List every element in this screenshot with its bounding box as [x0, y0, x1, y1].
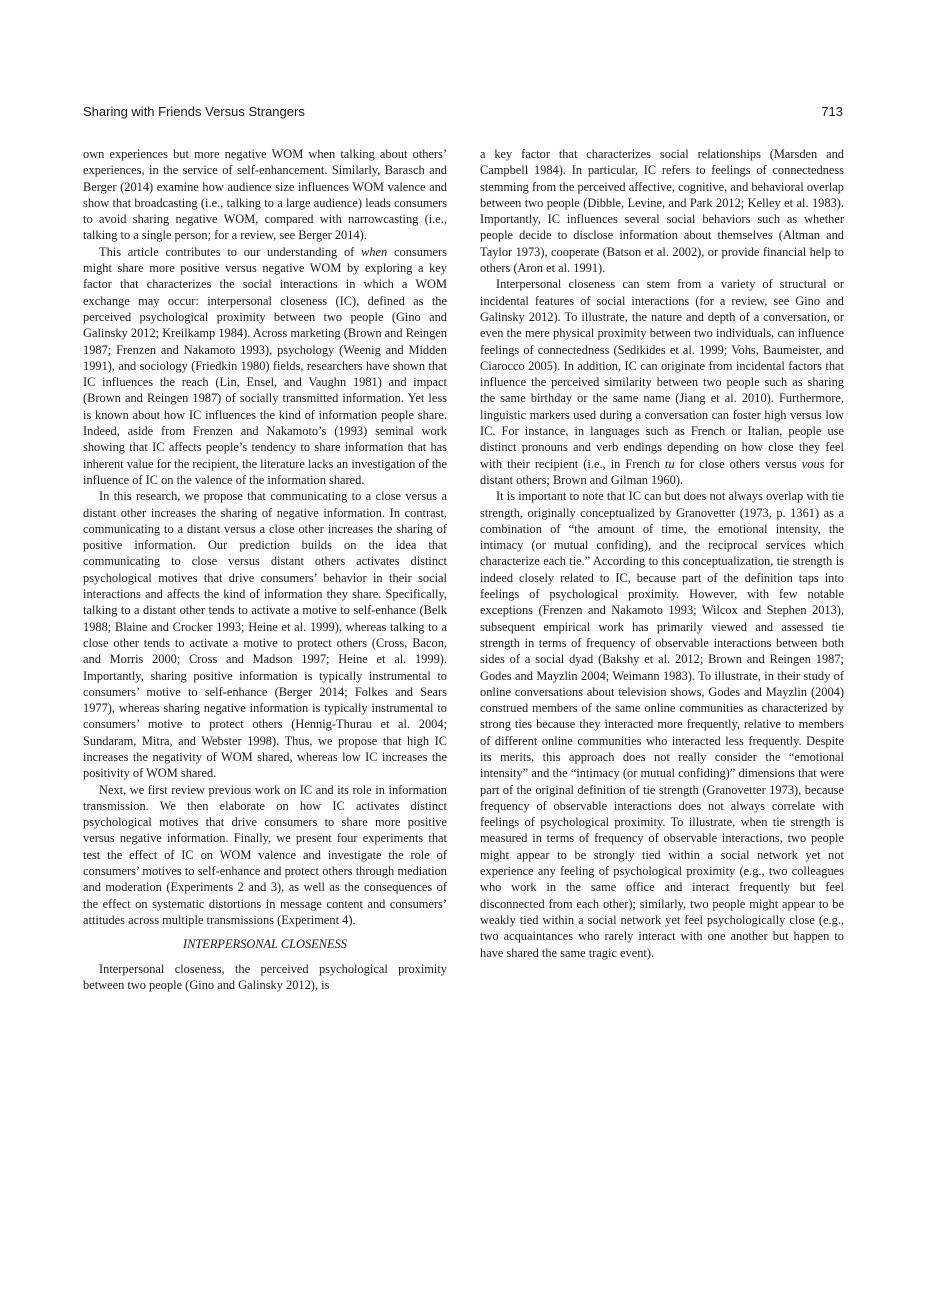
section-heading: INTERPERSONAL CLOSENESS	[183, 937, 347, 952]
paragraph: own experiences but more negative WOM when talking about others’ experiences, in the service of self-enhancement. Similarly, Barasch and Berger (2014) examine how audience size influences WOM valence and show that broadcasting (i.e., talking to a large audience) leads consumers to avoid sharing negative WOM, compared with narrowcasting (i.e., talking to a single person; for a review, see Berger 2014).	[83, 147, 447, 243]
paragraph	[83, 244, 447, 488]
text-run: This article contributes to our understanding of	[99, 244, 362, 259]
text-run: for close others versus	[674, 456, 802, 471]
emphasis: when	[361, 244, 388, 259]
paragraph: It is important to note that IC can but does not always overlap with tie strength, originally conceptualized by Granovetter (1973, p. 1361) as a combination of “the amount of time, the emotional intensity, the intimacy (or mutual confiding), and the reciprocal services which characterize each tie.” According to this conceptualization, tie strength is indeed closely related to IC, because part of the definition taps into feelings of psychological proximity. However, with few notable exceptions (Frenzen and Nakamoto 1993; Wilcox and Stephen 2013), subsequent empirical work has primarily viewed and assessed tie strength in terms of frequency of observable interactions between both sides of a social dyad (Bakshy et al. 2012; Brown and Reingen 1987; Godes and Mayzlin 2004; Weimann 1983). To illustrate, in their study of online conversations about television shows, Godes and Mayzlin (2004) construed members of the same online communities as characterized by strong ties because they interacted more frequently, relative to members of different online communities who interacted less frequently. Despite its merits, this approach does not really consider the “emotional intensity” and the “intimacy (or mutual confiding)” dimensions that were part of the original definition of tie strength (Granovetter 1973), because frequency of observable interactions does not always correlate with feelings of psychological proximity. To illustrate, when tie strength is measured in terms of frequency of observable interactions, two people might appear to be strongly tied within a social network yet not experience any feeling of psychological proximity (e.g., two colleagues who work in the same office and interact frequently but feel disconnected from each other); similarly, two people might appear to be weakly tied within a social network yet feel psychologically close (e.g., two acquaintances who rarely interact with one another but happen to have shared the same tragic event).	[480, 489, 844, 960]
paragraph: In this research, we propose that communicating to a close versus a distant other increases the sharing of negative information. In contrast, communicating to a distant versus a close other increases the sharing of positive information. Our prediction builds on the idea that communicating to close versus distant others activates distinct psychological motives that drive consumers’ behavior in their social interactions and affects the kind of information they share. Specifically, talking to a distant other tends to activate a motive to self-enhance (Belk 1988; Blaine and Crocker 1993; Heine et al. 1999), whereas talking to a close other tends to activate a motive to protect others (Cross, Bacon, and Morris 2000; Cross and Madson 1997; Heine et al. 1999). Importantly, sharing positive information is typically instrumental to consumers’ motive to self-enhance (Berger 2014; Folkes and Sears 1977), whereas sharing negative information is typically instrumental to consumers’ motive to protect others (Hennig-Thurau et al. 2004; Sundaram, Mitra, and Webster 1998). Thus, we propose that high IC increases the negativity of WOM shared, whereas low IC increases the positivity of WOM shared.	[83, 489, 447, 781]
emphasis: tu	[664, 456, 675, 471]
left-column	[83, 146, 447, 993]
paragraph: Next, we first review previous work on IC and its role in information transmission. We then elaborate on how IC activates distinct psychological motives that drive consumers to share more positive versus negative information. Finally, we present four experiments that test the effect of IC on WOM valence and investigate the role of consumers’ motives to self-enhance and protect others through mediation and moderation (Experiments 2 and 3), as well as the consequences of the effect on systematic distortions in message content and consumers’ attitudes across multiple transmissions (Experiment 4).	[83, 782, 447, 927]
paragraph	[480, 276, 844, 488]
text-run: for distant others; Brown and Gilman 1960).	[480, 456, 844, 487]
emphasis: vous	[801, 456, 825, 471]
page-number: 713	[821, 104, 843, 119]
paragraph: Interpersonal closeness, the perceived psychological proximity between two people (Gino and Galinsky 2012), is	[83, 961, 447, 992]
running-title: Sharing with Friends Versus Strangers	[83, 104, 305, 119]
text-run: Interpersonal closeness can stem from a variety of structural or incidental features of social interactions (for a review, see Gino and Galinsky 2012). To illustrate, the nature and depth of a conversation, or even the mere physical proximity between two individuals, can influence feelings of connectedness (Sedikides et al. 1999; Vohs, Baumeister, and Ciarocco 2005). In addition, IC can originate from incidental factors that influence the perceived similarity between two people such as sharing the same birthday or the same name (Jiang et al. 2010). Furthermore, linguistic markers used during a conversation can foster high versus low IC. For instance, in languages such as French or Italian, people use distinct pronouns and verb endings depending on how close they feel with their recipient (i.e., in French	[480, 277, 844, 471]
right-column	[480, 146, 844, 961]
paragraph: a key factor that characterizes social relationships (Marsden and Campbell 1984). In particular, IC refers to feelings of connectedness stemming from the perceived affective, cognitive, and behavioral overlap between two people (Dibble, Levine, and Park 2012; Kelley et al. 1983). Importantly, IC influences several social behaviors such as whether people decide to disclose information about themselves (Altman and Taylor 1973), cooperate (Batson et al. 2002), or provide financial help to others (Aron et al. 1991).	[480, 147, 844, 276]
text-run: consumers might share more positive versus negative WOM by exploring a key factor that characterizes the social interactions in which a WOM exchange may occur: interpersonal closeness (IC), defined as the perceived psychological proximity between two people (Gino and Galinsky 2012; Kreilkamp 1984). Across marketing (Brown and Reingen 1987; Frenzen and Nakamoto 1993), psychology (Weenig and Midden 1991), and sociology (Friedkin 1980) fields, researchers have shown that IC influences the reach (Lin, Ensel, and Vaughn 1981) and impact (Brown and Reingen 1987) of socially transmitted information. Yet less is known about how IC influences the kind of information people share. Indeed, aside from Frenzen and Nakamoto’s (1993) seminal work showing that IC affects people’s tendency to share information that has inherent value for the recipient, the literature lacks an investigation of the influence of IC on the valence of the information shared.	[83, 244, 448, 487]
